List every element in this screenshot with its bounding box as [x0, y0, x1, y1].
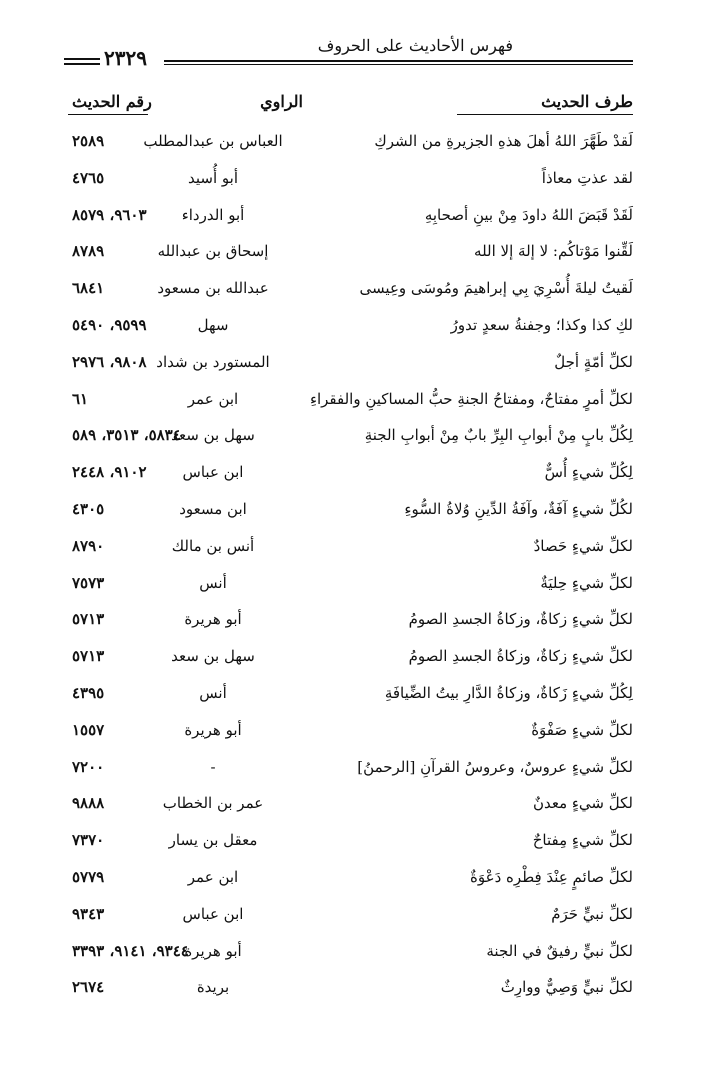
header-rule-thin [164, 64, 633, 65]
narrator: بريدة [196, 978, 230, 997]
hadith-number: ١٥٥٧ [72, 720, 105, 739]
narrator: أبو هريرة [184, 610, 242, 629]
narrator: معقل بن يسار [168, 831, 258, 850]
column-header-narrator: الراوي [260, 92, 303, 111]
hadith-text: لكلِّ نبيٍّ حَرَمٌ [551, 904, 633, 923]
column-header-number-underline [68, 114, 148, 115]
hadith-text: لكِ كذا وكذا؛ وجفنةُ سعدٍ تدورُ [450, 315, 633, 334]
table-row [50, 754, 633, 791]
hadith-number: ٢٥٨٩ [72, 132, 105, 150]
narrator: عبدالله بن مسعود [157, 279, 269, 298]
table-row [50, 790, 633, 827]
hadith-text: لَقدْ طَهَّرَ اللهُ أهلَ هذهِ الجزيرةِ من الشركِ [374, 132, 633, 150]
narrator: - [210, 757, 216, 776]
hadith-number: ٤٣٩٥ [72, 683, 105, 702]
hadith-text: لَقِّنوا مَوْتاكُم: لا إلهَ إلا الله [474, 242, 633, 261]
hadith-text: لكلِّ شيءٍ حِليَةٌ [540, 573, 633, 592]
column-headers [50, 92, 633, 120]
narrator: المستورد بن شداد [156, 352, 270, 371]
hadith-number: ٦٨٤١ [72, 279, 105, 298]
table-row [50, 974, 633, 1011]
hadith-number: ٩١٠٢، ٢٤٤٨ [72, 463, 147, 482]
table-row [50, 386, 633, 423]
column-header-hadith-underline [457, 114, 633, 115]
table-row [50, 238, 633, 275]
hadith-number: ٩٣٤٣ [72, 904, 105, 923]
table-row [50, 312, 633, 349]
hadith-number: ٢٦٧٤ [72, 978, 105, 997]
narrator: إسحاق بن عبدالله [157, 242, 269, 261]
page-number: ٢٣٢٩ [104, 46, 147, 70]
table-row [50, 496, 633, 533]
narrator: ابن عمر [187, 389, 239, 408]
hadith-text: لكلِّ نبيٍّ وَصِيٌّ ووارِثٌ [500, 978, 633, 997]
hadith-text: لكُلِّ شيءٍ آفَةٌ، وآفَةُ الدِّينِ وُلاةُ السُّوءِ [404, 499, 633, 518]
page-number-rule-lower [64, 63, 100, 65]
hadith-number: ٦١ [72, 389, 89, 408]
hadith-number: ٧٥٧٣ [72, 573, 105, 592]
table-row [50, 533, 633, 570]
hadith-text: لكلِّ شيءٍ حَصادٌ [533, 536, 633, 555]
hadith-text: لكلِّ شيءٍ صَفْوَةٌ [531, 720, 633, 739]
hadith-number: ٩٨٠٨، ٢٩٧٦ [72, 352, 147, 371]
table-row [50, 643, 633, 680]
hadith-number: ٨٧٩٠ [72, 536, 105, 555]
table-row [50, 459, 633, 496]
hadith-text: لكلِّ نبيٍّ رفيقٌ في الجنة [486, 941, 633, 960]
hadith-text: لِكُلِّ بابٍ مِنْ أبوابِ البِرِّ بابٌ مِنْ أبوابِ الجنةِ [364, 426, 633, 445]
hadith-number: ٥٨٣٤، ٣٥١٣، ٥٨٩ [72, 426, 181, 445]
table-row [50, 349, 633, 386]
hadith-text: لكلِّ شيءٍ مِفتاحٌ [532, 831, 633, 850]
table-row [50, 422, 633, 459]
narrator: سهل بن سعد [171, 426, 255, 445]
narrator: أنس بن مالك [171, 536, 255, 555]
table-row [50, 165, 633, 202]
column-header-hadith: طرف الحديث [541, 92, 633, 111]
table-row [50, 938, 633, 975]
hadith-text: لقد عذتِ معاذاً [541, 168, 633, 187]
hadith-text: لَقيتُ ليلةَ أُسْرِيَ بِي إبراهيمَ ومُوسَى وعِيسى [359, 279, 633, 298]
hadith-text: لَقَدْ قَبَضَ اللهُ داودَ مِنْ بينِ أصحابِهِ [424, 205, 633, 224]
hadith-number: ٥٧٧٩ [72, 867, 105, 886]
narrator: أبو هريرة [184, 720, 242, 739]
hadith-text: لكلِّ أمرٍ مفتاحٌ، ومفتاحُ الجنةِ حبُّ المساكينِ والفقراءِ [309, 389, 633, 408]
header-rule [164, 60, 633, 62]
table-row [50, 717, 633, 754]
narrator: أبو أُسيد [188, 168, 238, 187]
column-header-number: رقم الحديث [72, 92, 152, 111]
narrator: العباس بن عبدالمطلب [143, 132, 283, 150]
hadith-number: ٩٣٤٤، ٩١٤١، ٣٣٩٣ [72, 941, 189, 960]
page-number-rule [64, 58, 100, 60]
hadith-text: لكلِّ شيءٍ عروسٌ، وعروسُ القرآنِ [الرحمنُ] [357, 757, 633, 776]
narrator: ابن عباس [182, 463, 244, 482]
narrator: ابن عمر [187, 867, 239, 886]
hadith-number: ٧٣٧٠ [72, 831, 105, 850]
narrator: سهل بن سعد [171, 647, 255, 666]
hadith-number: ٥٧١٣ [72, 647, 105, 666]
narrator: ابن مسعود [179, 499, 247, 518]
hadith-number: ٩٨٨٨ [72, 794, 105, 813]
index-table [50, 128, 633, 1011]
hadith-text: لكلِّ شيءٍ زكاةٌ، وزكاةُ الجسدِ الصومُ [408, 610, 633, 629]
table-row [50, 128, 633, 165]
hadith-text: لِكُلِّ شيءٍ زَكاةٌ، وزكاةُ الدَّارِ بيتُ الضِّيافَةِ [384, 683, 633, 702]
hadith-number: ٤٣٠٥ [72, 499, 105, 518]
page-header [64, 36, 633, 72]
hadith-number: ٨٧٨٩ [72, 242, 105, 261]
narrator: أبو الدرداء [181, 205, 245, 224]
narrator: ابن عباس [182, 904, 244, 923]
narrator: سهل [197, 315, 229, 334]
hadith-number: ٧٢٠٠ [72, 757, 105, 776]
table-row [50, 901, 633, 938]
narrator: عمر بن الخطاب [162, 794, 264, 813]
hadith-text: لِكُلِّ شيءٍ أُسٌّ [544, 463, 633, 482]
narrator: أنس [199, 573, 227, 592]
hadith-text: لكلِّ صائمٍ عِنْدَ فِطْرِه دَعْوَةٌ [470, 867, 633, 886]
table-row [50, 202, 633, 239]
table-row [50, 606, 633, 643]
running-title: فهرس الأحاديث على الحروف [317, 36, 513, 55]
table-row [50, 680, 633, 717]
table-row [50, 570, 633, 607]
narrator: أنس [199, 683, 227, 702]
table-row [50, 864, 633, 901]
table-row [50, 827, 633, 864]
hadith-text: لكلِّ شيءٍ معدنٌ [532, 794, 633, 813]
hadith-number: ٩٦٠٣، ٨٥٧٩ [72, 205, 147, 224]
hadith-number: ٤٧٦٥ [72, 168, 105, 187]
narrator: أبو هريرة [184, 941, 242, 960]
hadith-text: لكلِّ أمّةٍ أجلٌ [554, 352, 633, 371]
hadith-text: لكلِّ شيءٍ زكاةٌ، وزكاةُ الجسدِ الصومُ [408, 647, 633, 666]
table-row [50, 275, 633, 312]
hadith-number: ٩٥٩٩، ٥٤٩٠ [72, 315, 147, 334]
hadith-number: ٥٧١٣ [72, 610, 105, 629]
